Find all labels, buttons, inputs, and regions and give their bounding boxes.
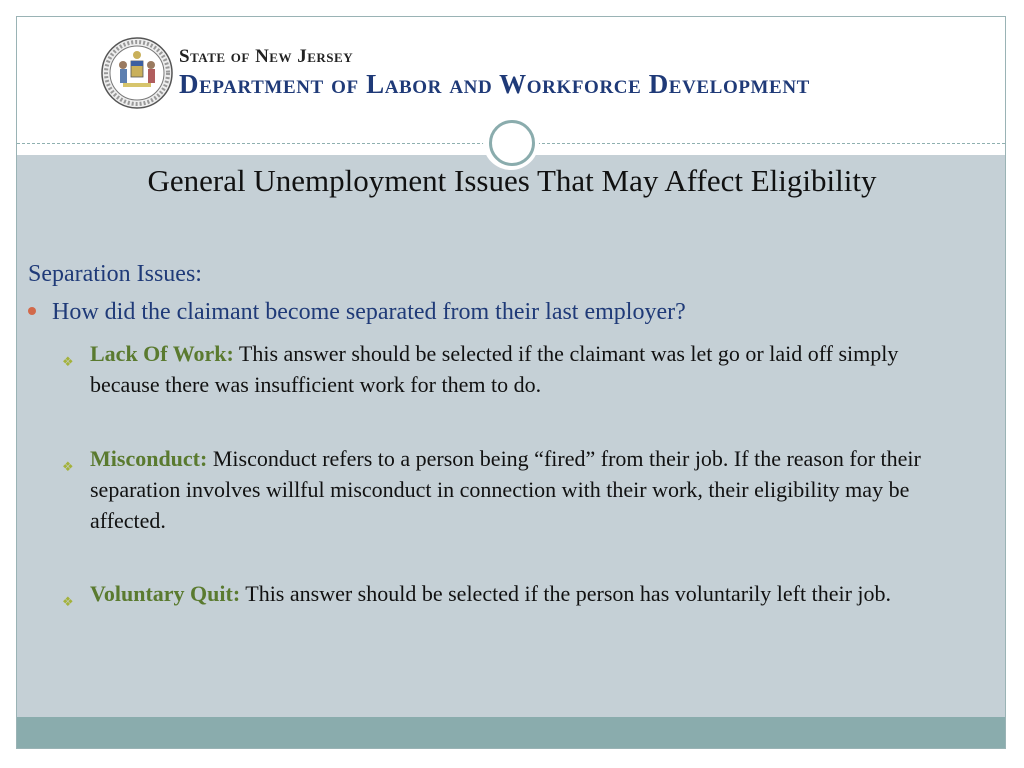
answer-voluntary-quit	[62, 578, 962, 609]
content-area	[17, 155, 1005, 717]
nj-state-seal-icon	[101, 37, 173, 109]
answer-misconduct	[62, 443, 962, 536]
answer-text: This answer should be selected if the person has voluntarily left their job.	[240, 581, 892, 606]
state-name: State of New Jersey	[179, 46, 354, 67]
slide-title: General Unemployment Issues That May Affect Eligibility	[147, 163, 877, 198]
diamond-bullet-icon: ❖	[62, 595, 74, 610]
answer-body	[90, 443, 962, 536]
answer-body	[90, 338, 962, 400]
question-text: How did the claimant become separated from their last employer?	[52, 299, 686, 325]
question-bullet	[28, 299, 686, 326]
answer-term: Lack Of Work:	[90, 341, 234, 366]
section-heading: Separation Issues:	[28, 261, 202, 287]
answer-term: Voluntary Quit:	[90, 581, 241, 606]
diamond-bullet-icon: ❖	[62, 460, 74, 475]
answer-text: Misconduct refers to a person being “fired” from their job. If the reason for their separation involves willful misconduct in connection with their work, their eligibility may be affected.	[90, 446, 921, 533]
footer-band	[17, 717, 1005, 749]
answer-lack-of-work	[62, 338, 962, 400]
circle-ring-icon	[483, 114, 539, 170]
answer-term: Misconduct:	[90, 446, 208, 471]
answer-body	[90, 578, 962, 609]
circle-ring-inner	[489, 120, 535, 166]
round-bullet-icon	[28, 307, 36, 315]
diamond-bullet-icon: ❖	[62, 355, 74, 370]
department-name: Department of Labor and Workforce Development	[179, 69, 810, 99]
answer-text: This answer should be selected if the claimant was let go or laid off simply because there was insufficient work for them to do.	[90, 341, 899, 397]
